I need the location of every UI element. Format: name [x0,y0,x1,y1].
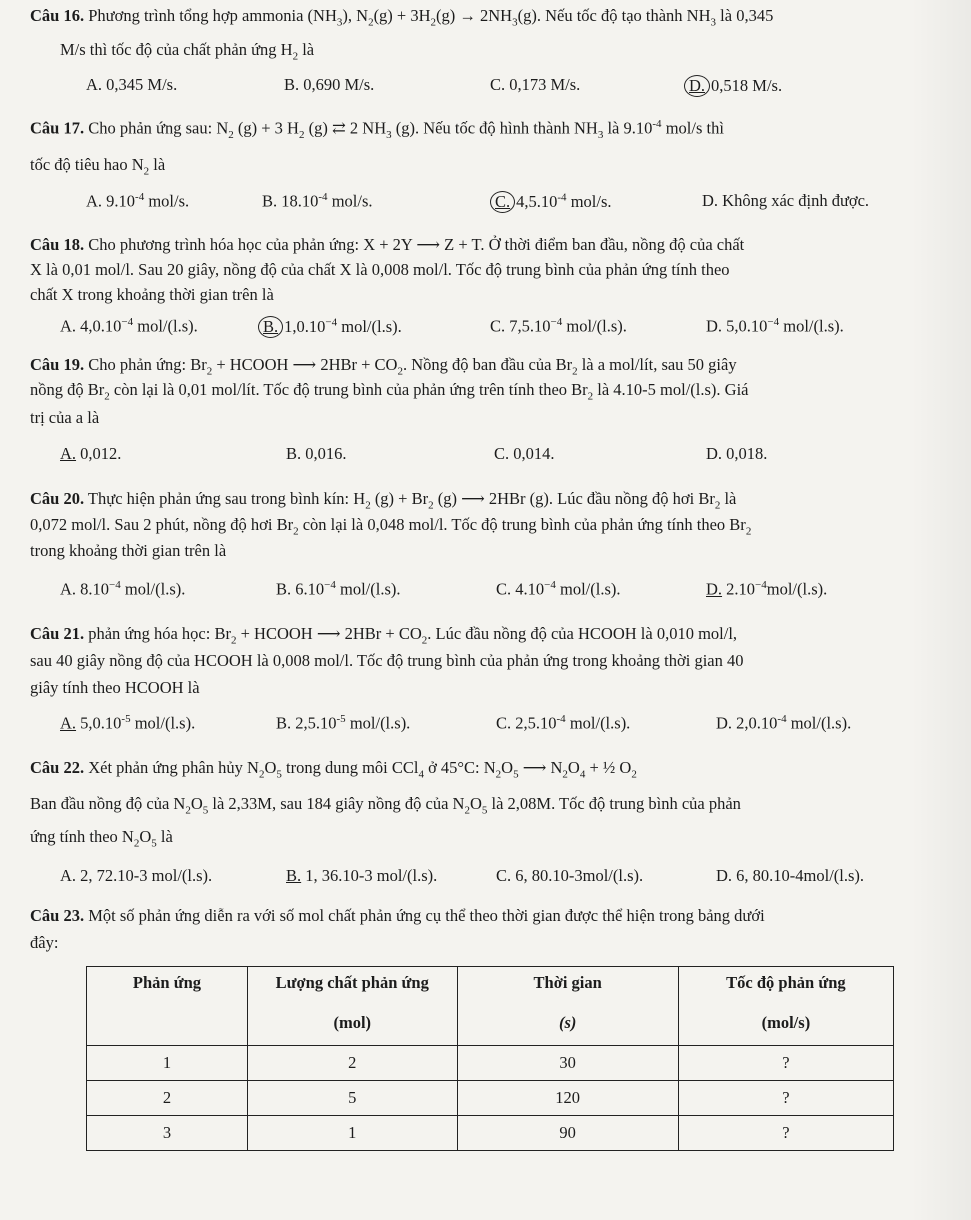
question-18-line2: X là 0,01 mol/l. Sau 20 giây, nồng độ của chất X là 0,008 mol/l. Tốc độ trung bình của phản ứng tính theo [30,260,730,279]
question-20-stem: Câu 20. Thực hiện phản ứng sau trong bình kín: $H_2$ $(g) + Br_2$ (g) ⟶ 2HBr (g). Lúc đầu nồng độ hơi $Br_2$ là [30,489,737,512]
question-20-line3: trong khoảng thời gian trên là [30,541,227,560]
question-number: Câu 20. [30,489,85,508]
question-number: Câu 19. [30,355,85,374]
question-17-line2: tốc độ tiêu hao $N_2$ là [30,155,166,178]
table-cell: ? [678,1116,893,1151]
answer-mark: A. [60,713,77,733]
q16-option-c: C. 0,173 M/s. [490,75,581,94]
header-cell: Phản ứng [87,967,248,1046]
table-header-row [87,967,894,1046]
table-cell: 90 [457,1116,678,1151]
q18-option-a: A. $4,0.10^{-4}$ mol/(l.s). [60,316,198,336]
header-cell: Tốc độ phản ứng (mol/s) [678,967,893,1046]
q22-option-c: C. 6, 80.10-3mol/(l.s). [496,866,644,885]
q21-option-d: D. $2,0.10^{-4}$ mol/(l.s). [716,713,852,733]
question-23-stem: Câu 23. Một số phản ứng diễn ra với số mol chất phản ứng cụ thể theo thời gian được thể hiện trong bảng dưới [30,906,765,925]
table-cell: 120 [457,1081,678,1116]
reaction-table [86,966,894,1151]
question-18-stem: Câu 18. Cho phương trình hóa học của phản ứng: X + 2Y ⟶ Z + T. Ở thời điểm ban đầu, nồng độ của chất [30,235,745,254]
q20-option-d: D. $2.10^{-4}mol/(l.s)$. [706,579,828,599]
q16-option-a: A. 0,345 M/s. [86,75,178,94]
answer-mark: B. [286,866,302,885]
q21-option-a: A. $5,0.10^{-5}$ mol/(l.s). [60,713,196,733]
q18-option-d: D. $5,0.10^{-4}$ mol/(l.s). [706,316,844,336]
question-number: Câu 22. [30,758,85,777]
question-number: Câu 18. [30,235,85,254]
q17-option-a: A. $9.10^{-4}$ mol/s. [86,191,190,211]
q17-option-d: D. Không xác định được. [702,191,870,210]
header-cell: Lượng chất phản ứng (mol) [247,967,457,1046]
table-cell: ? [678,1046,893,1081]
q20-option-a: A. $8.10^{-4}$ mol/(l.s). [60,579,186,599]
table-cell: 3 [87,1116,248,1151]
answer-mark: D. [706,579,723,599]
q17-option-b: B. $18.10^{-4}$ mol/s. [262,191,373,211]
q20-option-b: B. $6.10^{-4}$ mol/(l.s). [276,579,401,599]
q19-option-a: A. 0,012. [60,444,122,463]
question-21-line3: giây tính theo HCOOH là [30,678,200,697]
question-16-line2: M/s thì tốc độ của chất phản ứng $H_2$ là [60,40,315,63]
table-cell: 1 [247,1116,457,1151]
table-row [87,1116,894,1151]
question-number: Câu 21. [30,624,85,643]
q22-option-d: D. 6, 80.10-4mol/(l.s). [716,866,865,885]
table-cell: 2 [87,1081,248,1116]
answer-mark: B. [258,316,283,338]
answer-mark: C. [490,191,515,213]
question-17-stem: Câu 17. Cho phản ứng sau: $N_2$ (g) + 3 $H_2$ (g) ⇄ 2 $NH_3$ (g). Nếu tốc độ hình thành $NH_3$ là $9.10^{-4}$ mol/s thì [30,118,724,141]
question-16-stem: Câu 16. Phương trình tổng hợp ammonia $(NH_3)$, $N_2(g) + 3H_2(g) \to 2NH_3(g)$. Nếu tốc độ tạo thành $NH_3$ là 0,345 [30,6,774,29]
q17-option-c: C. $4,5.10^{-4}$ mol/s. [490,191,612,213]
question-19-line3: trị của a là [30,408,100,427]
question-number: Câu 17. [30,118,85,138]
question-22-stem: Câu 22. Xét phản ứng phân hủy $N_2O_5$ trong dung môi CCl$_4$ ở 45°C: $N_2O_5$ ⟶ $N_2O_4$ + ½ $O_2$ [30,758,637,781]
q21-option-c: C. $2,5.10^{-4}$ mol/(l.s). [496,713,631,733]
question-22-line2: Ban đầu nồng độ của $N_2O_5$ là 2,33M, sau 184 giây nồng độ của $N_2O_5$ là 2,08M. Tốc độ trung bình của phản [30,794,741,817]
table-cell: 30 [457,1046,678,1081]
question-21-line2: sau 40 giây nồng độ của HCOOH là 0,008 mol/l. Tốc độ trung bình của phản ứng trong khoảng thời gian 40 [30,651,744,670]
question-number: Câu 23. [30,906,85,925]
table-cell: ? [678,1081,893,1116]
question-number: Câu 16. [30,6,85,25]
question-20-line2: 0,072 mol/l. Sau 2 phút, nồng độ hơi $Br_2$ còn lại là 0,048 mol/l. Tốc độ trung bình của phản ứng tính theo $Br_2$ [30,515,752,538]
q19-option-b: B. 0,016. [286,444,347,463]
q22-option-b: B. 1, 36.10-3 mol/(l.s). [286,866,438,885]
q19-option-c: C. 0,014. [494,444,555,463]
q21-option-b: B. $2,5.10^{-5}$ mol/(l.s). [276,713,411,733]
question-22-line3: ứng tính theo $N_2O_5$ là [30,827,173,850]
table-cell: 1 [87,1046,248,1081]
table-row [87,1046,894,1081]
q18-option-c: C. $7,5.10^{-4}$ mol/(l.s). [490,316,627,336]
q16-option-b: B. 0,690 M/s. [284,75,375,94]
q19-option-d: D. 0,018. [706,444,768,463]
q16-option-d: D. 0,518 M/s. [684,75,782,97]
q18-option-b: B. $1,0.10^{-4}$ mol/(l.s). [258,316,402,338]
question-18-line3: chất X trong khoảng thời gian trên là [30,285,274,304]
q20-option-c: C. $4.10^{-4}$ mol/(l.s). [496,579,621,599]
header-cell: Thời gian (s) [457,967,678,1046]
table-row [87,1081,894,1116]
table-cell: 2 [247,1046,457,1081]
question-21-stem: Câu 21. phản ứng hóa học: $Br_2$ + HCOOH ⟶ $2HBr + CO_2$. Lúc đầu nồng độ của HCOOH là 0,010 mol/l, [30,624,738,647]
page-shadow [911,0,971,1220]
q22-option-a: A. 2, 72.10-3 mol/(l.s). [60,866,213,885]
answer-mark: A. [60,444,77,463]
answer-mark: D. [684,75,710,97]
question-23-line2: đây: [30,933,59,952]
table-cell: 5 [247,1081,457,1116]
question-19-stem: Câu 19. Cho phản ứng: $Br_2$ + HCOOH ⟶ $2HBr + CO_2$. Nồng độ ban đầu của $Br_2$ là a mol/lít, sau 50 giây [30,355,737,378]
question-19-line2: nồng độ $Br_2$ còn lại là 0,01 mol/lít. Tốc độ trung bình của phản ứng trên tính theo $Br_2$ là 4.10-5 mol/(l.s). Giá [30,380,749,403]
